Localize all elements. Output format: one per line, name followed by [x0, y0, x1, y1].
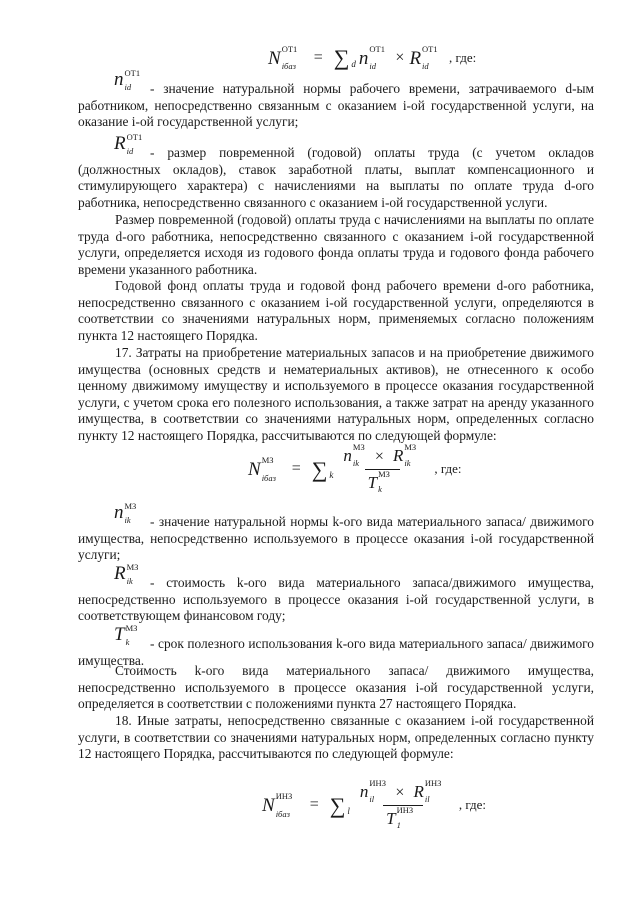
- def-n-ot1-text: - значение натуральной нормы рабочего времени, затрачиваемого d-ым работником, непосредственно связанным с оказанием i-ой государственной услуги, на оказание i-ой государственной услуги;: [78, 81, 594, 130]
- paragraph-size: Размер повременной (годовой) оплаты труда с начислениями на выплаты по оплате труда d-ого работника, непосредственно связанного с оказанием i-ой государственной услуги, определяется исходя из годового фонда оплаты труда и годового фонда рабочего времени указанного работника.: [78, 212, 594, 277]
- def-r-mz-text: - стоимость k-ого вида материального запаса/движимого имущества, непосредственно используемого в процессе оказания i-ой государственной услуги, в соответствующем финансовом году;: [78, 575, 594, 624]
- paragraph-cost: Стоимость k-ого вида материального запаса/ движимого имущества, непосредственно используемого в процессе оказания i-ой государственной услуги, определяется в соответствии с положениями пункта 27 настоящего Порядка.: [78, 663, 594, 712]
- def-r-mz-symbol: R МЗ ik: [114, 562, 139, 587]
- def-n-mz-text: - значение натуральной нормы k-ого вида материального запаса/ движимого имущества, непосредственно используемого в процессе оказания i-ой государственной услуги;: [78, 514, 594, 563]
- formula-mz: N МЗ iбаз = ∑ k n МЗ ik × R МЗ ik T МЗ k , где:: [248, 442, 462, 495]
- formula-ot1-lhs: N ОТ1 iбаз: [268, 43, 298, 71]
- formula-inz-fraction: n ИНЗ il × R ИНЗ il T ИНЗ 1: [359, 778, 442, 831]
- formula-ot1: N ОТ1 iбаз = ∑ d n ОТ1 id × R ОТ1 id , где:: [268, 43, 477, 71]
- def-t-mz-text: - срок полезного использования k-ого вида материального запаса/ движимого имущества.: [78, 636, 594, 668]
- def-n-mz-symbol: n МЗ ik: [114, 501, 137, 526]
- def-r-ot1-text: - размер повременной (годовой) оплаты труда (с учетом окладов (должностных окладов), ставок заработной платы, выплат компенсационного и стимулирующего характера) с начислениями на выплаты по оплате труда d-ого работника, непосредственно связанного с оказанием i-ой государственной услуги.: [78, 145, 594, 210]
- sum-sign: ∑: [333, 45, 350, 70]
- formula-mz-fraction: n МЗ ik × R МЗ ik T МЗ k: [343, 442, 417, 495]
- def-r-ot1-symbol: R ОТ1 id: [114, 132, 143, 157]
- paragraph-18: 18. Иные затраты, непосредственно связанные с оказанием i-ой государственной услуги, в соответствии со значениями натуральных норм, определенных согласно пункту 12 настоящего Порядка, рассчитываются по следующей формуле:: [78, 713, 594, 762]
- formula-inz: N ИНЗ iбаз = ∑ l n ИНЗ il × R ИНЗ il T ИНЗ 1 , где:: [262, 778, 487, 831]
- def-n-ot1-symbol: n ОТ1 id: [114, 68, 141, 93]
- def-t-mz-symbol: T МЗ k: [114, 623, 138, 648]
- paragraph-fund: Годовой фонд оплаты труда и годовой фонд рабочего времени d-ого работника, непосредственно связанного с оказанием i-ой государственной услуги, определяются в соответствии со значениями натуральных норм, применяемых согласно положениям пункта 12 настоящего Порядка.: [78, 278, 594, 343]
- paragraph-17: 17. Затраты на приобретение материальных запасов и на приобретение движимого имущества (основных средств и нематериальных активов), не отнесенного к особо ценному движимому имуществу и используемого в процессе оказания государственной услуги, с учетом срока его полезного использования, а также затрат на аренду указанного имущества, в соответствии со значениями натуральных норм, определенных согласно пункту 12 настоящего Порядка, рассчитываются по следующей формуле:: [78, 345, 594, 443]
